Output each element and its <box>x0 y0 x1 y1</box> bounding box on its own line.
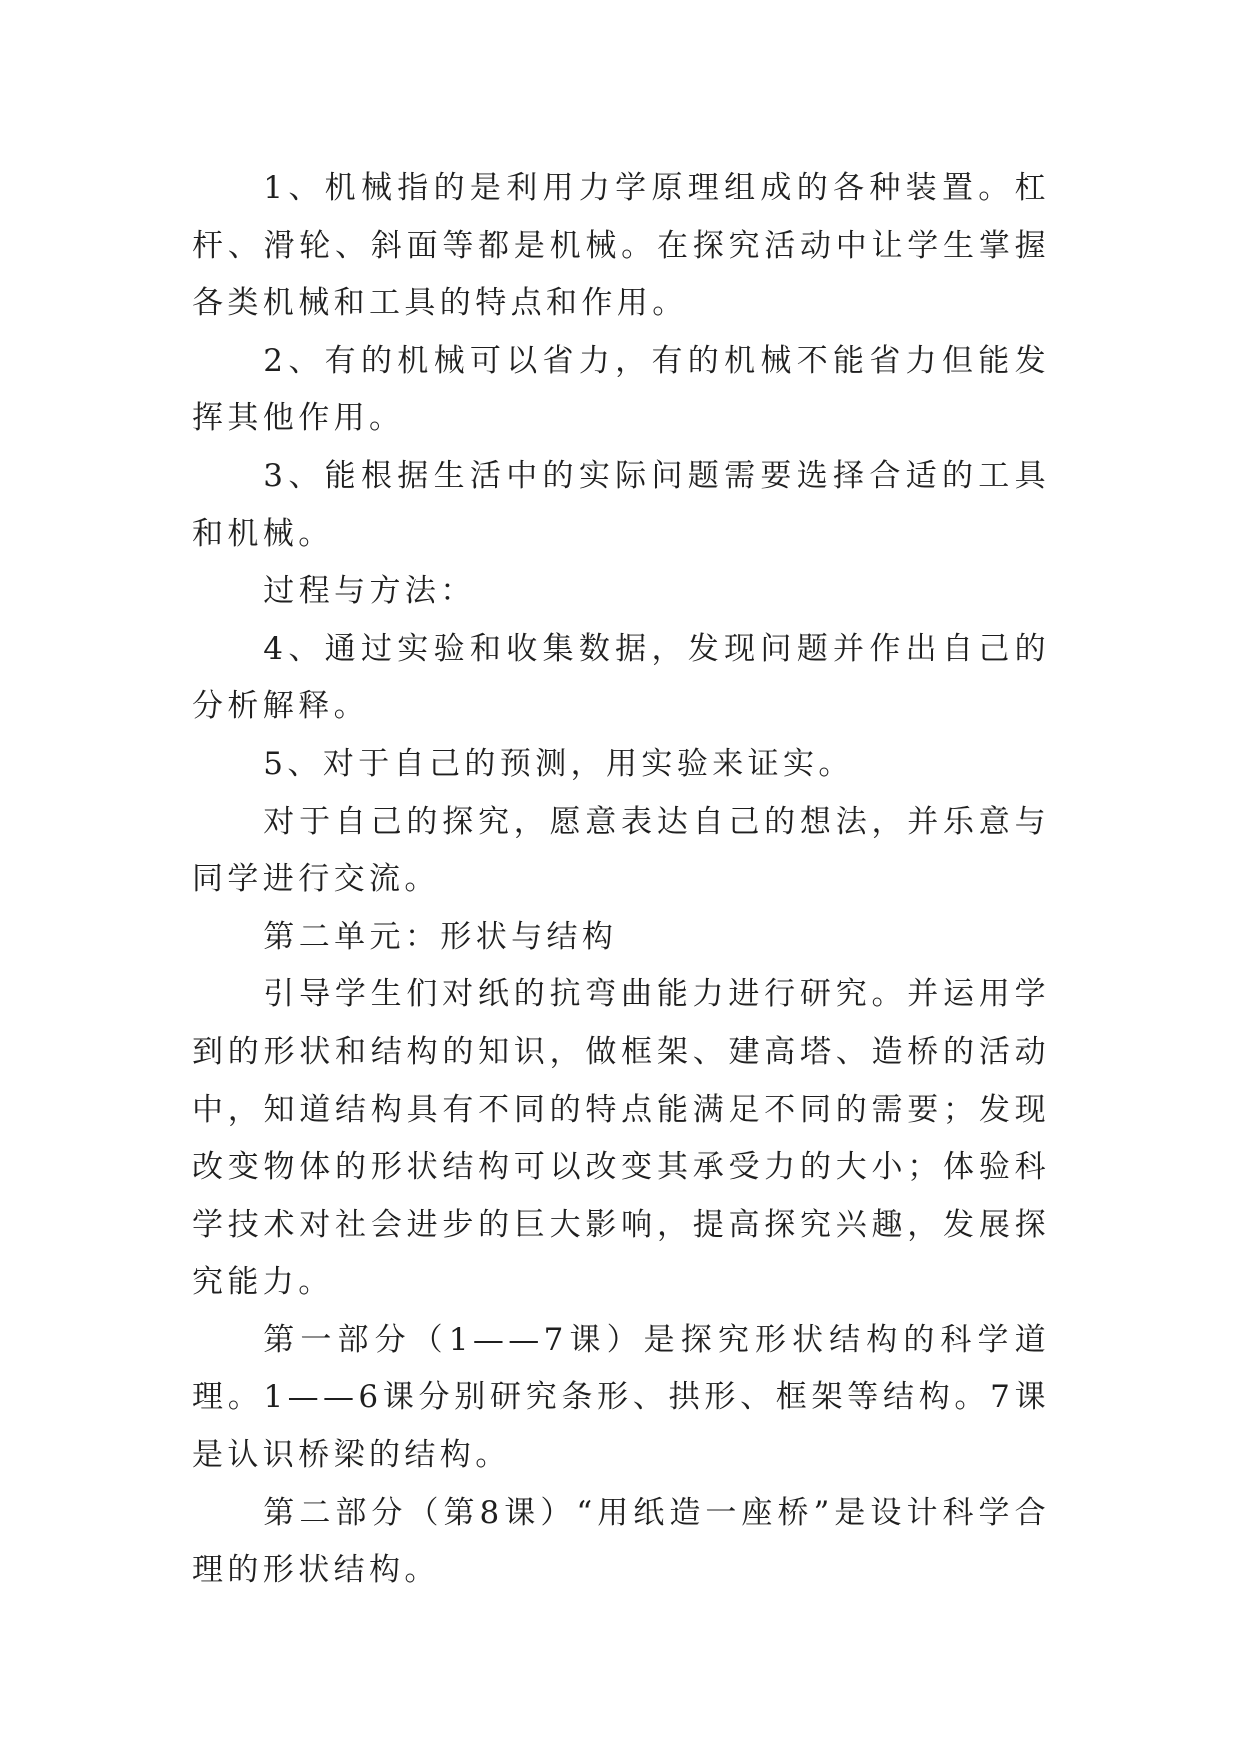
paragraph-machine-function: 2、有的机械可以省力，有的机械不能省力但能发挥其他作用。 <box>192 342 1050 437</box>
section-heading-process-method: 过程与方法： <box>263 573 476 610</box>
document-body <box>192 160 1050 1600</box>
paragraph-choose-tools: 3、能根据生活中的实际问题需要选择合适的工具和机械。 <box>192 457 1050 552</box>
section-heading-unit-two: 第二单元：形状与结构 <box>263 918 618 955</box>
paragraph-prediction: 5、对于自己的预测，用实验来证实。 <box>263 745 854 782</box>
paragraph-exchange: 对于自己的探究，愿意表达自己的想法，并乐意与同学进行交流。 <box>192 803 1050 898</box>
paragraph-experiment-data: 4、通过实验和收集数据，发现问题并作出自己的分析解释。 <box>192 630 1050 725</box>
paragraph-part-one: 第一部分（1——7课）是探究形状结构的科学道理。1——6课分别研究条形、拱形、框架等结构。7课是认识桥梁的结构。 <box>192 1321 1050 1474</box>
paragraph-part-two: 第二部分（第8课）“用纸造一座桥”是设计科学合理的形状结构。 <box>192 1494 1050 1589</box>
paragraph-unit-two-intro: 引导学生们对纸的抗弯曲能力进行研究。并运用学到的形状和结构的知识，做框架、建高塔、造桥的活动中，知道结构具有不同的特点能满足不同的需要；发现改变物体的形状结构可以改变其承受力的大小；体验科学技术对社会进步的巨大影响，提高探究兴趣，发展探究能力。 <box>192 976 1050 1301</box>
paragraph-machine-definition: 1、机械指的是利用力学原理组成的各种装置。杠杆、滑轮、斜面等都是机械。在探究活动中让学生掌握各类机械和工具的特点和作用。 <box>192 170 1050 322</box>
